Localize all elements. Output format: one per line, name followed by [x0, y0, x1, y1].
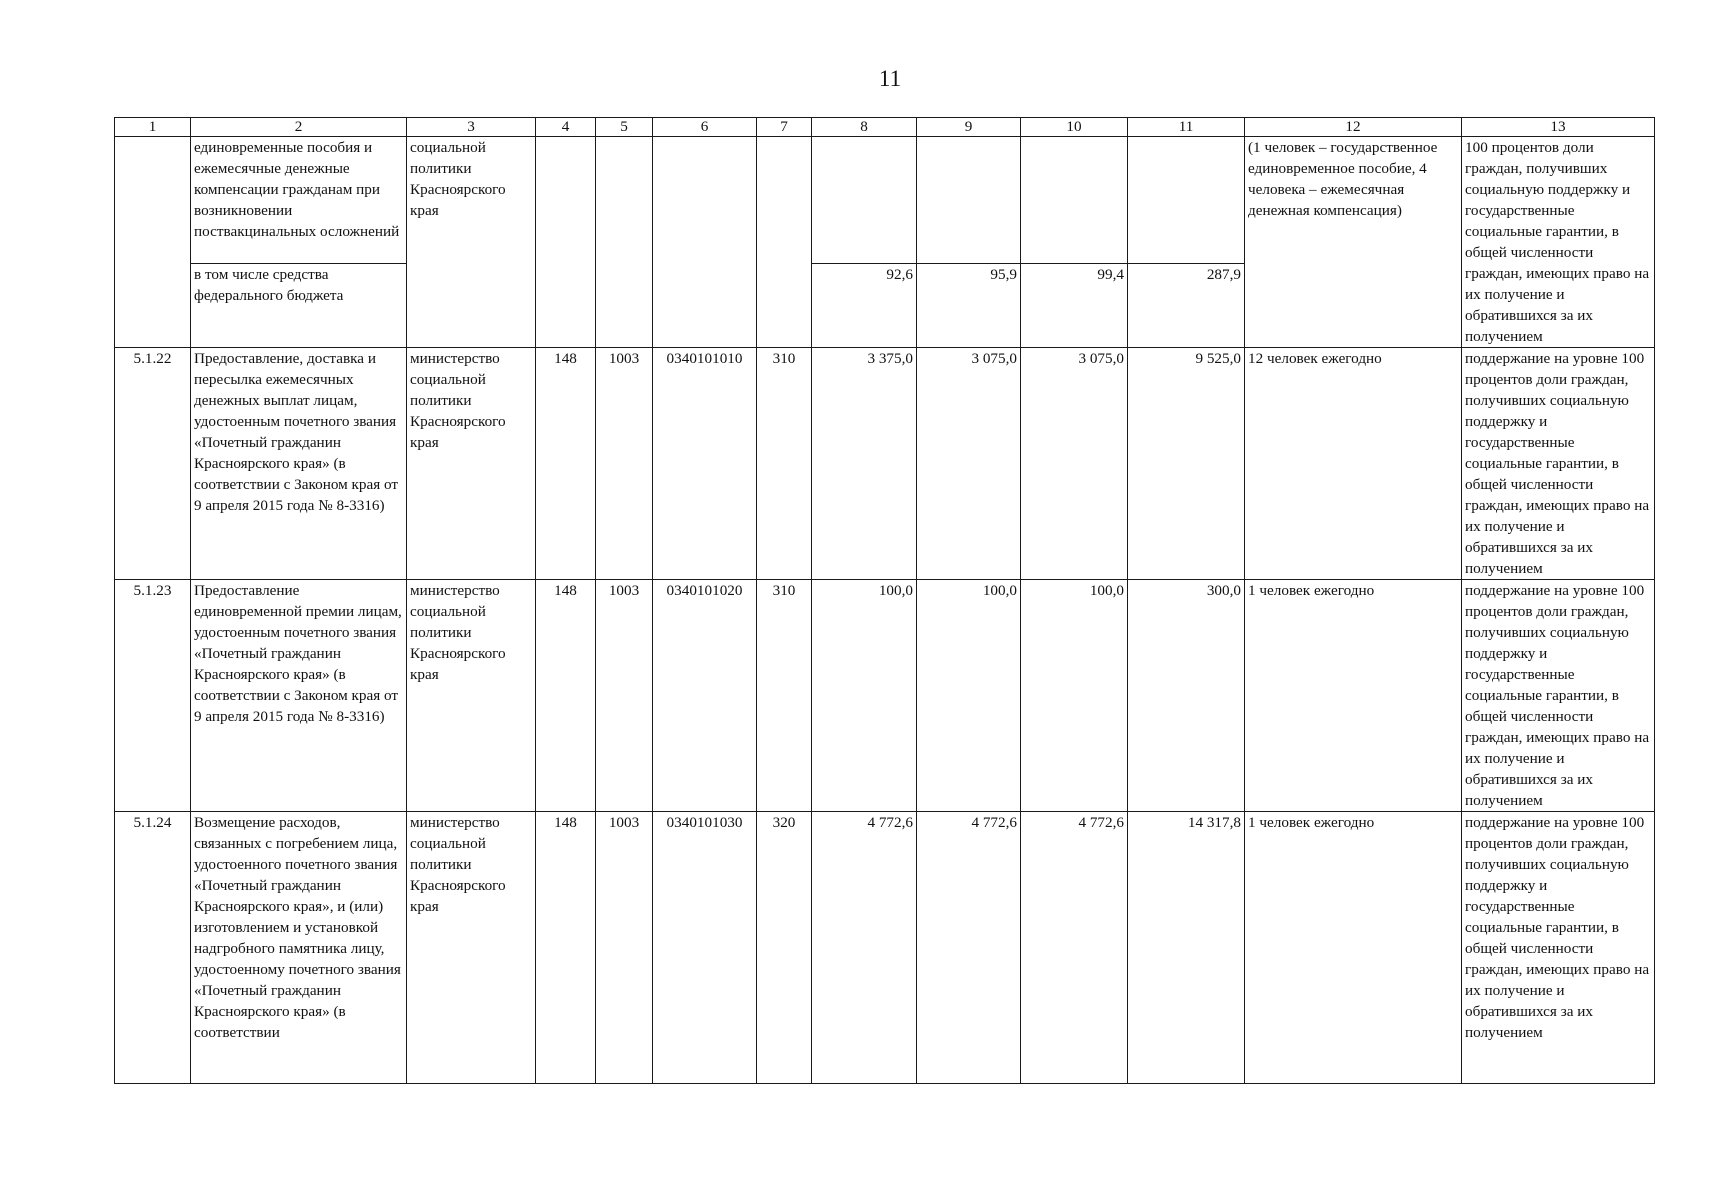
cell-indicator: 100 процентов доли граждан, получивших социальную поддержку и государственные социальные гарантии, в общей численности граждан, имеющих право на их получение и обратившихся за их получением: [1462, 137, 1655, 348]
cell-result: 1 человек ежегодно: [1245, 580, 1462, 812]
cell-vr: [757, 137, 812, 348]
cell-total: 287,9: [1128, 263, 1245, 347]
table-row: [115, 348, 1655, 580]
cell-year2: 3 075,0: [917, 348, 1021, 580]
cell-year2: [917, 137, 1021, 264]
cell-year2: 95,9: [917, 263, 1021, 347]
cell-indicator: поддержание на уровне 100 процентов доли граждан, получивших социальную поддержку и государственные социальные гарантии, в общей численности граждан, имеющих право на их получение и обратившихся за их получением: [1462, 580, 1655, 812]
cell-grbs: 148: [536, 348, 596, 580]
col-header: 7: [757, 118, 812, 137]
cell-rzpr: 1003: [596, 812, 653, 1084]
cell-csr: [653, 137, 757, 348]
col-header: 5: [596, 118, 653, 137]
cell-rzpr: 1003: [596, 580, 653, 812]
cell-rzpr: 1003: [596, 348, 653, 580]
cell-description: Возмещение расходов, связанных с погребением лица, удостоенного почетного звания «Почетный гражданин Красноярского края», и (или) изготовлением и установкой надгробного памятника лицу, удостоенному почетного звания «Почетный гражданин Красноярского края» (в соответствии: [191, 812, 407, 1084]
col-header: 10: [1021, 118, 1128, 137]
cell-csr: 0340101030: [653, 812, 757, 1084]
col-header: 2: [191, 118, 407, 137]
col-header: 8: [812, 118, 917, 137]
cell-description: Предоставление единовременной премии лицам, удостоенным почетного звания «Почетный гражданин Красноярского края» (в соответствии с Законом края от 9 апреля 2015 года № 8-3316): [191, 580, 407, 812]
col-header: 9: [917, 118, 1021, 137]
cell-vr: 310: [757, 348, 812, 580]
cell-year1: 3 375,0: [812, 348, 917, 580]
cell-total: 300,0: [1128, 580, 1245, 812]
cell-responsible: министерство социальной политики Красноярского края: [407, 812, 536, 1084]
cell-number: 5.1.24: [115, 812, 191, 1084]
cell-description: единовременные пособия и ежемесячные денежные компенсации гражданам при возникновении поствакцинальных осложнений: [191, 137, 407, 264]
col-header: 1: [115, 118, 191, 137]
cell-indicator: поддержание на уровне 100 процентов доли граждан, получивших социальную поддержку и государственные социальные гарантии, в общей численности граждан, имеющих право на их получение и обратившихся за их получением: [1462, 812, 1655, 1084]
cell-vr: 310: [757, 580, 812, 812]
cell-year3: 4 772,6: [1021, 812, 1128, 1084]
page-number: 11: [878, 66, 902, 91]
cell-number: 5.1.23: [115, 580, 191, 812]
cell-total: 14 317,8: [1128, 812, 1245, 1084]
cell-year3: 100,0: [1021, 580, 1128, 812]
cell-year3: 3 075,0: [1021, 348, 1128, 580]
cell-indicator: поддержание на уровне 100 процентов доли граждан, получивших социальную поддержку и государственные социальные гарантии, в общей численности граждан, имеющих право на их получение и обратившихся за их получением: [1462, 348, 1655, 580]
table-row-continued: [115, 137, 1655, 264]
cell-csr: 0340101010: [653, 348, 757, 580]
cell-total: 9 525,0: [1128, 348, 1245, 580]
col-header: 13: [1462, 118, 1655, 137]
col-header: 6: [653, 118, 757, 137]
cell-year3: [1021, 137, 1128, 264]
header-row: [115, 118, 1655, 137]
cell-result: 1 человек ежегодно: [1245, 812, 1462, 1084]
cell-number: 5.1.22: [115, 348, 191, 580]
cell-year2: 100,0: [917, 580, 1021, 812]
table-row: [115, 580, 1655, 812]
col-header: 11: [1128, 118, 1245, 137]
cell-vr: 320: [757, 812, 812, 1084]
cell-year1: 4 772,6: [812, 812, 917, 1084]
cell-year3: 99,4: [1021, 263, 1128, 347]
table-row: [115, 812, 1655, 1084]
cell-number: [115, 137, 191, 348]
col-header: 12: [1245, 118, 1462, 137]
cell-grbs: 148: [536, 812, 596, 1084]
cell-total: [1128, 137, 1245, 264]
cell-responsible: социальной политики Красноярского края: [407, 137, 536, 348]
cell-year1: 100,0: [812, 580, 917, 812]
cell-rzpr: [596, 137, 653, 348]
budget-table: [114, 117, 1655, 1084]
cell-year2: 4 772,6: [917, 812, 1021, 1084]
cell-result: 12 человек ежегодно: [1245, 348, 1462, 580]
cell-responsible: министерство социальной политики Красноярского края: [407, 580, 536, 812]
col-header: 3: [407, 118, 536, 137]
cell-year1: [812, 137, 917, 264]
cell-description: Предоставление, доставка и пересылка ежемесячных денежных выплат лицам, удостоенным почетного звания «Почетный гражданин Красноярского края» (в соответствии с Законом края от 9 апреля 2015 года № 8-3316): [191, 348, 407, 580]
cell-grbs: [536, 137, 596, 348]
cell-result: (1 человек – государственное единовременное пособие, 4 человека – ежемесячная денежная компенсация): [1245, 137, 1462, 348]
cell-grbs: 148: [536, 580, 596, 812]
cell-year1: 92,6: [812, 263, 917, 347]
cell-csr: 0340101020: [653, 580, 757, 812]
cell-description: в том числе средства федерального бюджета: [191, 263, 407, 347]
col-header: 4: [536, 118, 596, 137]
cell-responsible: министерство социальной политики Красноярского края: [407, 348, 536, 580]
